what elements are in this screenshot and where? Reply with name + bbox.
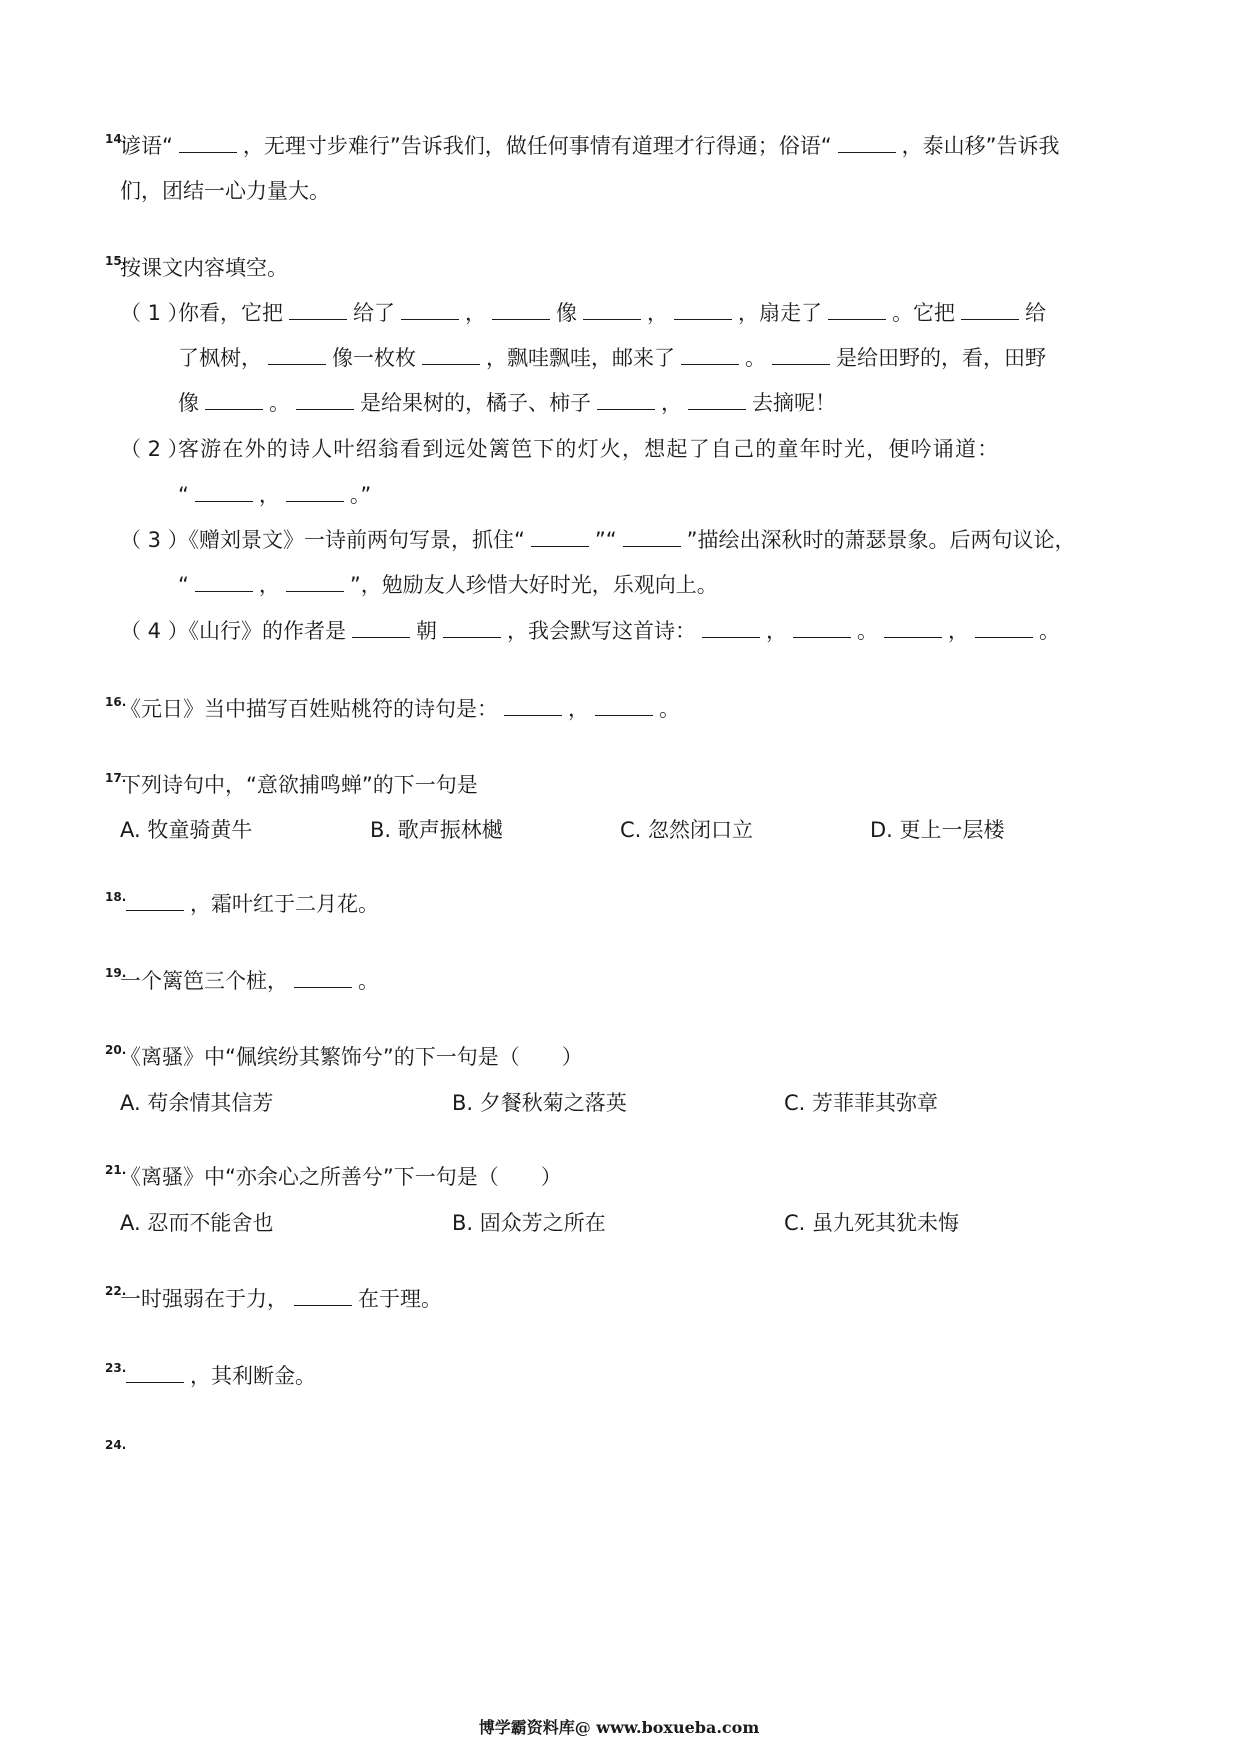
footer-watermark: 博学霸资料库@ www.boxueba.com	[478, 1718, 760, 1737]
answer-blank[interactable]	[289, 299, 347, 320]
answer-blank[interactable]	[492, 299, 550, 320]
answer-blank[interactable]	[294, 967, 352, 988]
text: ，其利断金。	[190, 1364, 316, 1388]
text: 《山行》的作者是	[178, 619, 346, 643]
answer-blank[interactable]	[674, 299, 732, 320]
option-c[interactable]: C. 虽九死其犹未悔	[784, 1211, 960, 1235]
answer-blank[interactable]	[504, 695, 562, 716]
answer-blank[interactable]	[126, 890, 184, 911]
text: 。	[857, 619, 878, 643]
text: ，	[568, 697, 589, 721]
question-number: 17.	[105, 771, 127, 785]
text: ”，勉励友人珍惜大好时光，乐观向上。	[349, 573, 718, 597]
subquestion-label: （ 2 ）	[120, 437, 189, 461]
answer-blank[interactable]	[195, 481, 253, 502]
text: 客游在外的诗人叶绍翁看到远处篱笆下的灯火，想起了自己的童年时光，便吟诵道：	[178, 437, 1000, 461]
text: ”描绘出深秋时的萧瑟景象。后两句议论，	[686, 528, 1076, 552]
question-14-line-2	[120, 176, 330, 206]
text: 《赠刘景文》一诗前两句写景，抓住“	[178, 528, 525, 552]
subquestion-4-line-1	[120, 616, 1060, 646]
text: 。	[269, 391, 290, 415]
answer-blank[interactable]	[531, 526, 589, 547]
question-16	[120, 694, 680, 724]
text: 像一枚枚	[332, 346, 416, 370]
answer-blank[interactable]	[401, 299, 459, 320]
text: ，	[465, 301, 486, 325]
text: 像	[178, 391, 199, 415]
subquestion-3-line-2	[178, 570, 718, 600]
question-number: 18.	[105, 890, 127, 904]
text: “	[178, 573, 189, 597]
text: ，	[766, 619, 787, 643]
answer-blank[interactable]	[422, 344, 480, 365]
text: 们，团结一心力量大。	[120, 179, 330, 203]
answer-blank[interactable]	[286, 481, 344, 502]
text: 了枫树，	[178, 346, 262, 370]
answer-blank[interactable]	[884, 617, 942, 638]
text: ，扇走了	[738, 301, 822, 325]
subquestion-1-line-2	[178, 343, 1046, 373]
question-number: 21.	[105, 1163, 127, 1177]
subquestion-label: （ 3 ）	[120, 528, 189, 552]
question-20-stem	[120, 1042, 583, 1072]
answer-blank[interactable]	[975, 617, 1033, 638]
text: 。”	[349, 483, 372, 507]
question-number: 16.	[105, 695, 127, 709]
answer-blank[interactable]	[294, 1285, 352, 1306]
question-15-stem	[120, 253, 288, 283]
answer-blank[interactable]	[681, 344, 739, 365]
answer-blank[interactable]	[126, 1362, 184, 1383]
question-number: 22.	[105, 1284, 127, 1298]
option-a[interactable]: A. 忍而不能舍也	[120, 1211, 274, 1235]
answer-blank[interactable]	[838, 132, 896, 153]
answer-blank[interactable]	[205, 389, 263, 410]
question-number: 14.	[105, 132, 127, 146]
text: 。	[1039, 619, 1060, 643]
text: ，泰山移”告诉我	[901, 134, 1060, 158]
text: 一时强弱在于力，	[120, 1287, 288, 1311]
answer-blank[interactable]	[772, 344, 830, 365]
answer-blank[interactable]	[961, 299, 1019, 320]
answer-blank[interactable]	[583, 299, 641, 320]
option-a[interactable]: A. 苟余情其信芳	[120, 1091, 274, 1115]
text: ”“	[594, 528, 617, 552]
text: 是给田野的，看，田野	[836, 346, 1046, 370]
subquestion-1-line-3	[178, 388, 836, 418]
text: 谚语“	[120, 134, 173, 158]
answer-blank[interactable]	[443, 617, 501, 638]
answer-blank[interactable]	[179, 132, 237, 153]
text: 。	[358, 969, 379, 993]
answer-blank[interactable]	[195, 571, 253, 592]
text: ，	[258, 483, 280, 507]
text: 一个篱笆三个桩，	[120, 969, 288, 993]
text: 给	[1025, 301, 1046, 325]
option-c[interactable]: C. 忽然闭口立	[620, 818, 754, 842]
text: ，无理寸步难行”告诉我们，做任何事情有道理才行得通；俗语“	[242, 134, 832, 158]
text: ，	[258, 573, 280, 597]
text: 《离骚》中“佩缤纷其繁饰兮”的下一句是（ ）	[120, 1045, 583, 1069]
question-14-line-1	[120, 131, 1060, 161]
subquestion-3-line-1	[120, 525, 1076, 555]
answer-blank[interactable]	[828, 299, 886, 320]
question-17-stem	[120, 770, 478, 800]
question-19	[120, 966, 379, 996]
text: ，我会默写这首诗：	[507, 619, 696, 643]
answer-blank[interactable]	[296, 389, 354, 410]
question-number: 19.	[105, 966, 127, 980]
text: 。	[745, 346, 766, 370]
question-number: 15.	[105, 254, 127, 268]
option-c[interactable]: C. 芳菲菲其弥章	[784, 1091, 939, 1115]
text: ，	[948, 619, 969, 643]
answer-blank[interactable]	[595, 695, 653, 716]
text: 《元日》当中描写百姓贴桃符的诗句是：	[120, 697, 498, 721]
answer-blank[interactable]	[688, 389, 746, 410]
text: 你看，它把	[178, 301, 283, 325]
answer-blank[interactable]	[623, 526, 681, 547]
subquestion-label: （ 1 ）	[120, 301, 189, 325]
answer-blank[interactable]	[268, 344, 326, 365]
subquestion-1-line-1	[120, 298, 1046, 328]
option-b[interactable]: B. 固众芳之所在	[452, 1211, 606, 1235]
question-number: 20.	[105, 1043, 127, 1057]
text: 去摘呢！	[752, 391, 836, 415]
answer-blank[interactable]	[702, 617, 760, 638]
answer-blank[interactable]	[352, 617, 410, 638]
text: ，霜叶红于二月花。	[190, 892, 379, 916]
text: 按课文内容填空。	[120, 256, 288, 280]
option-d[interactable]: D. 更上一层楼	[870, 818, 1005, 842]
question-18	[120, 889, 379, 919]
answer-blank[interactable]	[793, 617, 851, 638]
subquestion-2-line-2	[178, 480, 371, 510]
question-23	[120, 1361, 316, 1391]
option-b[interactable]: B. 夕餐秋菊之落英	[452, 1091, 627, 1115]
option-a[interactable]: A. 牧童骑黄牛	[120, 818, 253, 842]
subquestion-label: （ 4 ）	[120, 619, 189, 643]
question-number: 24.	[105, 1438, 127, 1452]
text: ，飘哇飘哇，邮来了	[486, 346, 675, 370]
text: 。	[659, 697, 680, 721]
text: ，	[661, 391, 682, 415]
text: ，	[647, 301, 668, 325]
text: 《离骚》中“亦余心之所善兮”下一句是（ ）	[120, 1165, 562, 1189]
text: 下列诗句中，“意欲捕鸣蝉”的下一句是	[120, 773, 478, 797]
answer-blank[interactable]	[286, 571, 344, 592]
text: 给了	[353, 301, 395, 325]
question-number: 23.	[105, 1361, 127, 1375]
answer-blank[interactable]	[597, 389, 655, 410]
question-22	[120, 1284, 442, 1314]
text: 朝	[416, 619, 437, 643]
text: 在于理。	[358, 1287, 442, 1311]
text: 像	[556, 301, 577, 325]
question-21-stem	[120, 1162, 562, 1192]
text: 。它把	[892, 301, 955, 325]
subquestion-2-line-1	[120, 434, 999, 464]
option-b[interactable]: B. 歌声振林樾	[370, 818, 503, 842]
text: 是给果树的，橘子、柿子	[360, 391, 591, 415]
text: “	[178, 483, 189, 507]
